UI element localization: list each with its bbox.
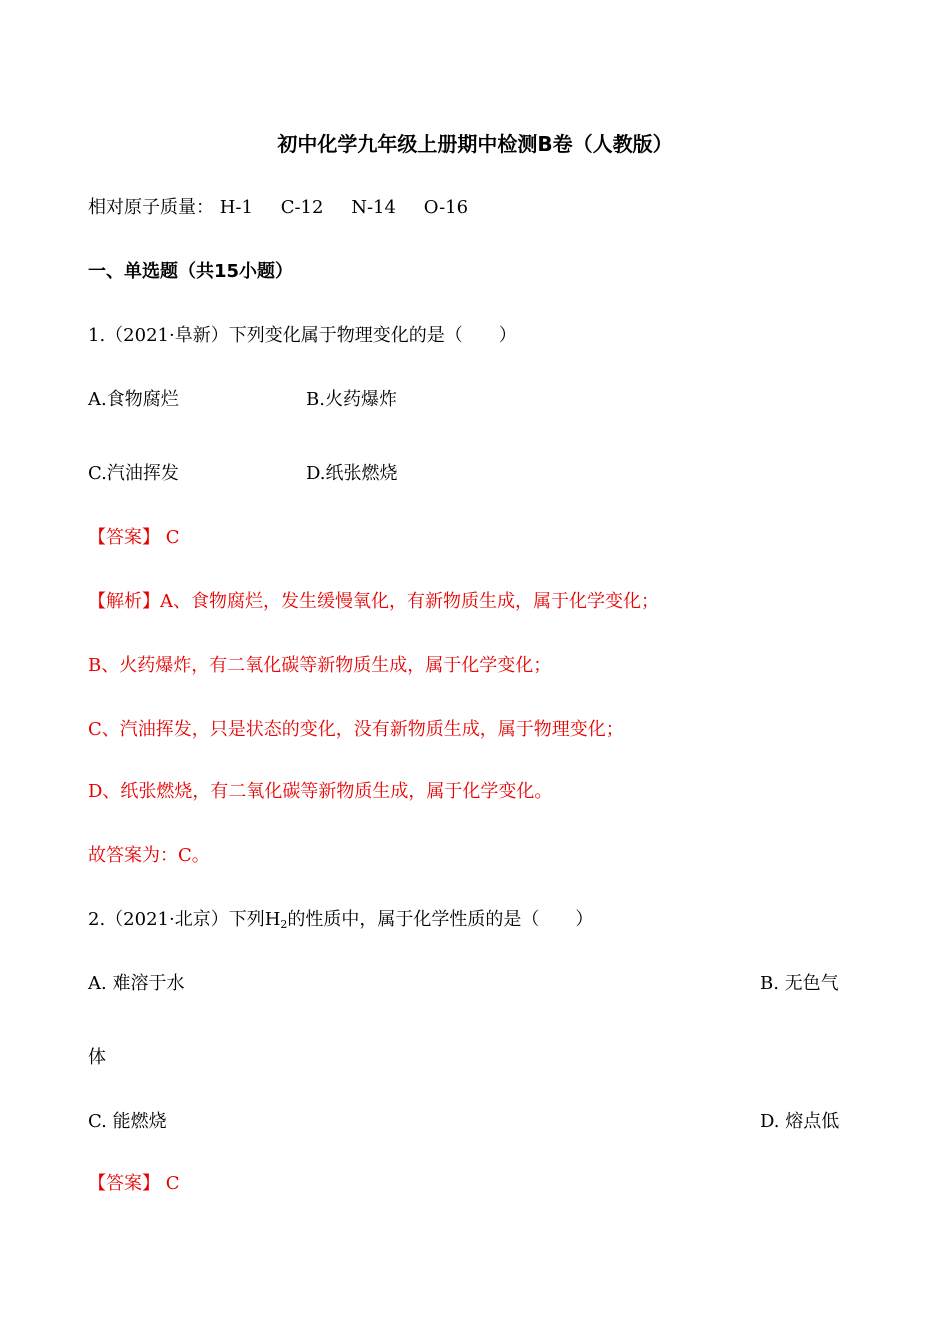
q1-analysis-line-4: D、纸张燃烧，有二氧化碳等新物质生成，属于化学变化。 xyxy=(88,781,553,802)
atomic-mass-n: N-14 xyxy=(351,197,396,218)
q1-analysis-label: 【解析】 xyxy=(88,591,160,612)
q2-stem-subscript: 2 xyxy=(280,918,288,931)
q1-option-c: C.汽油挥发 xyxy=(88,463,179,484)
atomic-mass-c: C-12 xyxy=(280,197,324,218)
atomic-mass-h: H-1 xyxy=(219,197,253,218)
q1-conclusion: 故答案为：C。 xyxy=(88,845,210,866)
q2-option-b-wrap: 体 xyxy=(88,1047,106,1068)
atomic-mass-label: 相对原子质量： xyxy=(88,197,214,218)
q2-stem xyxy=(88,908,593,937)
q1-answer-label: 【答案】 xyxy=(88,527,160,548)
q1-answer-value: C xyxy=(165,527,180,548)
atomic-mass-o: O-16 xyxy=(423,197,469,218)
q1-option-a: A.食物腐烂 xyxy=(88,389,179,410)
q1-analysis-line-2: B、火药爆炸，有二氧化碳等新物质生成，属于化学变化； xyxy=(88,655,552,676)
q2-answer xyxy=(88,1172,180,1196)
atomic-mass-line xyxy=(88,196,490,220)
q1-option-d: D.纸张燃烧 xyxy=(306,463,398,484)
q2-option-d: D. 熔点低 xyxy=(760,1111,840,1132)
q1-analysis-line-1 xyxy=(88,590,659,614)
section-heading: 一、单选题（共15小题） xyxy=(88,261,294,282)
page-title: 初中化学九年级上册期中检测B卷（人教版） xyxy=(277,132,673,156)
q2-option-a: A. 难溶于水 xyxy=(88,973,185,994)
q2-option-b: B. 无色气 xyxy=(760,973,839,994)
q1-stem: 1.（2021·阜新）下列变化属于物理变化的是（ ） xyxy=(88,325,517,346)
q1-answer xyxy=(88,526,180,550)
q1-option-b: B.火药爆炸 xyxy=(306,389,397,410)
q2-answer-value: C xyxy=(165,1173,180,1194)
q2-answer-label: 【答案】 xyxy=(88,1173,160,1194)
q1-analysis-text-a: A、食物腐烂，发生缓慢氧化，有新物质生成，属于化学变化； xyxy=(160,591,659,612)
q2-stem-pre: 2.（2021·北京）下列H xyxy=(88,909,281,930)
q2-option-c: C. 能燃烧 xyxy=(88,1111,167,1132)
q1-analysis-line-3: C、汽油挥发，只是状态的变化，没有新物质生成，属于物理变化； xyxy=(88,719,624,740)
q2-stem-post: 的性质中，属于化学性质的是（ ） xyxy=(287,909,594,930)
